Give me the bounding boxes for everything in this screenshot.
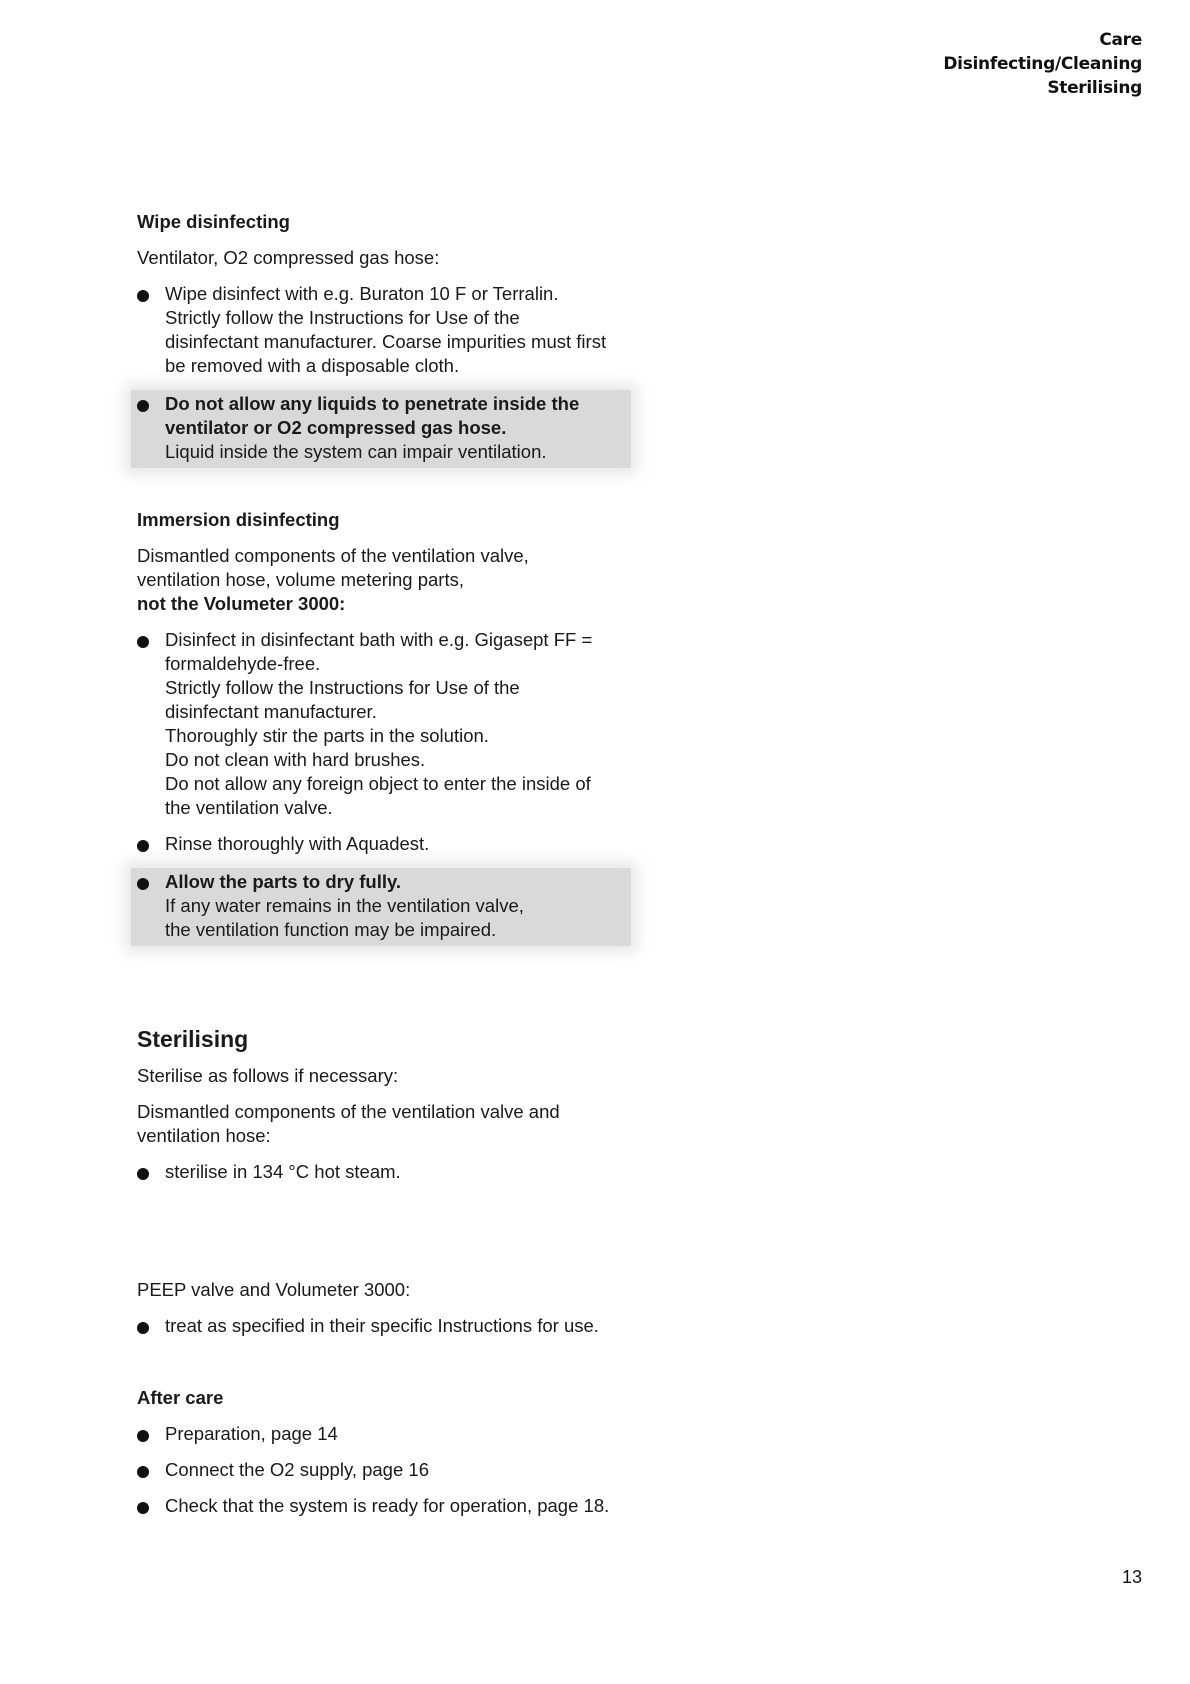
after-care-heading: After care	[137, 1387, 224, 1408]
wipe-warning-box	[131, 390, 631, 468]
immersion-instruction-line: Thoroughly stir the parts in the solution.	[165, 725, 489, 746]
running-header	[943, 28, 1142, 100]
peep-bullet	[137, 1314, 637, 1338]
header-subsection: Sterilising	[1047, 78, 1142, 98]
sterilising-components-line: Dismantled components of the ventilation valve and	[137, 1101, 560, 1122]
steam-bullet	[137, 1160, 637, 1184]
peep-text: treat as specified in their specific Instructions for use.	[165, 1315, 599, 1336]
peep-intro: PEEP valve and Volumeter 3000:	[137, 1279, 411, 1300]
sterilising-components-line: ventilation hose:	[137, 1125, 271, 1146]
immersion-instruction-line: formaldehyde-free.	[165, 653, 321, 674]
header-section: Disinfecting/Cleaning	[943, 54, 1142, 74]
after-care-item-text: Preparation, page 14	[165, 1423, 338, 1444]
after-care-item	[137, 1422, 637, 1446]
after-care-item-text: Connect the O2 supply, page 16	[165, 1459, 429, 1480]
immersion-instruction-bullet	[137, 628, 637, 820]
wipe-warning-line: Do not allow any liquids to penetrate inside the	[165, 393, 580, 414]
wipe-instruction-line: disinfectant manufacturer. Coarse impurities must first	[165, 331, 607, 352]
immersion-warning-line: the ventilation function may be impaired.	[165, 919, 497, 940]
wipe-instruction-line: Wipe disinfect with e.g. Buraton 10 F or Terralin.	[165, 283, 559, 304]
steam-text: sterilise in 134 °C hot steam.	[165, 1161, 401, 1182]
immersion-disinfecting-heading: Immersion disinfecting	[137, 509, 340, 530]
header-chapter: Care	[1099, 30, 1142, 50]
sterilising-title: Sterilising	[137, 1026, 249, 1052]
immersion-warning-box	[131, 868, 631, 946]
sterilising-intro: Sterilise as follows if necessary:	[137, 1065, 399, 1086]
wipe-warning-line: ventilator or O2 compressed gas hose.	[165, 417, 507, 438]
sterilising-components	[137, 1100, 637, 1148]
immersion-intro-line: ventilation hose, volume metering parts,	[137, 569, 465, 590]
immersion-warning-line: If any water remains in the ventilation valve,	[165, 895, 524, 916]
immersion-instruction-line: Strictly follow the Instructions for Use of the	[165, 677, 520, 698]
wipe-warning-bullet	[137, 392, 631, 464]
immersion-instruction-line: Disinfect in disinfectant bath with e.g. Gigasept FF =	[165, 629, 593, 650]
immersion-intro	[137, 544, 637, 616]
wipe-intro: Ventilator, O2 compressed gas hose:	[137, 247, 440, 268]
wipe-instruction-bullet	[137, 282, 637, 378]
immersion-instruction-line: disinfectant manufacturer.	[165, 701, 377, 722]
wipe-disinfecting-heading: Wipe disinfecting	[137, 211, 290, 232]
page-number: 13	[1121, 1567, 1142, 1587]
after-care-item	[137, 1494, 637, 1518]
immersion-intro-line: not the Volumeter 3000:	[137, 593, 346, 614]
wipe-instruction-line: be removed with a disposable cloth.	[165, 355, 460, 376]
immersion-warning-line: Allow the parts to dry fully.	[165, 871, 402, 892]
rinse-text: Rinse thoroughly with Aquadest.	[165, 833, 430, 854]
immersion-instruction-line: Do not clean with hard brushes.	[165, 749, 426, 770]
rinse-bullet	[137, 832, 637, 856]
after-care-item	[137, 1458, 637, 1482]
immersion-warning-bullet	[137, 870, 631, 942]
wipe-warning-line: Liquid inside the system can impair ventilation.	[165, 441, 547, 462]
wipe-instruction-line: Strictly follow the Instructions for Use of the	[165, 307, 520, 328]
immersion-instruction-line: Do not allow any foreign object to enter the inside of	[165, 773, 591, 794]
after-care-item-text: Check that the system is ready for operation, page 18.	[165, 1495, 610, 1516]
immersion-instruction-line: the ventilation valve.	[165, 797, 333, 818]
page-body	[137, 210, 637, 1530]
immersion-intro-line: Dismantled components of the ventilation valve,	[137, 545, 529, 566]
